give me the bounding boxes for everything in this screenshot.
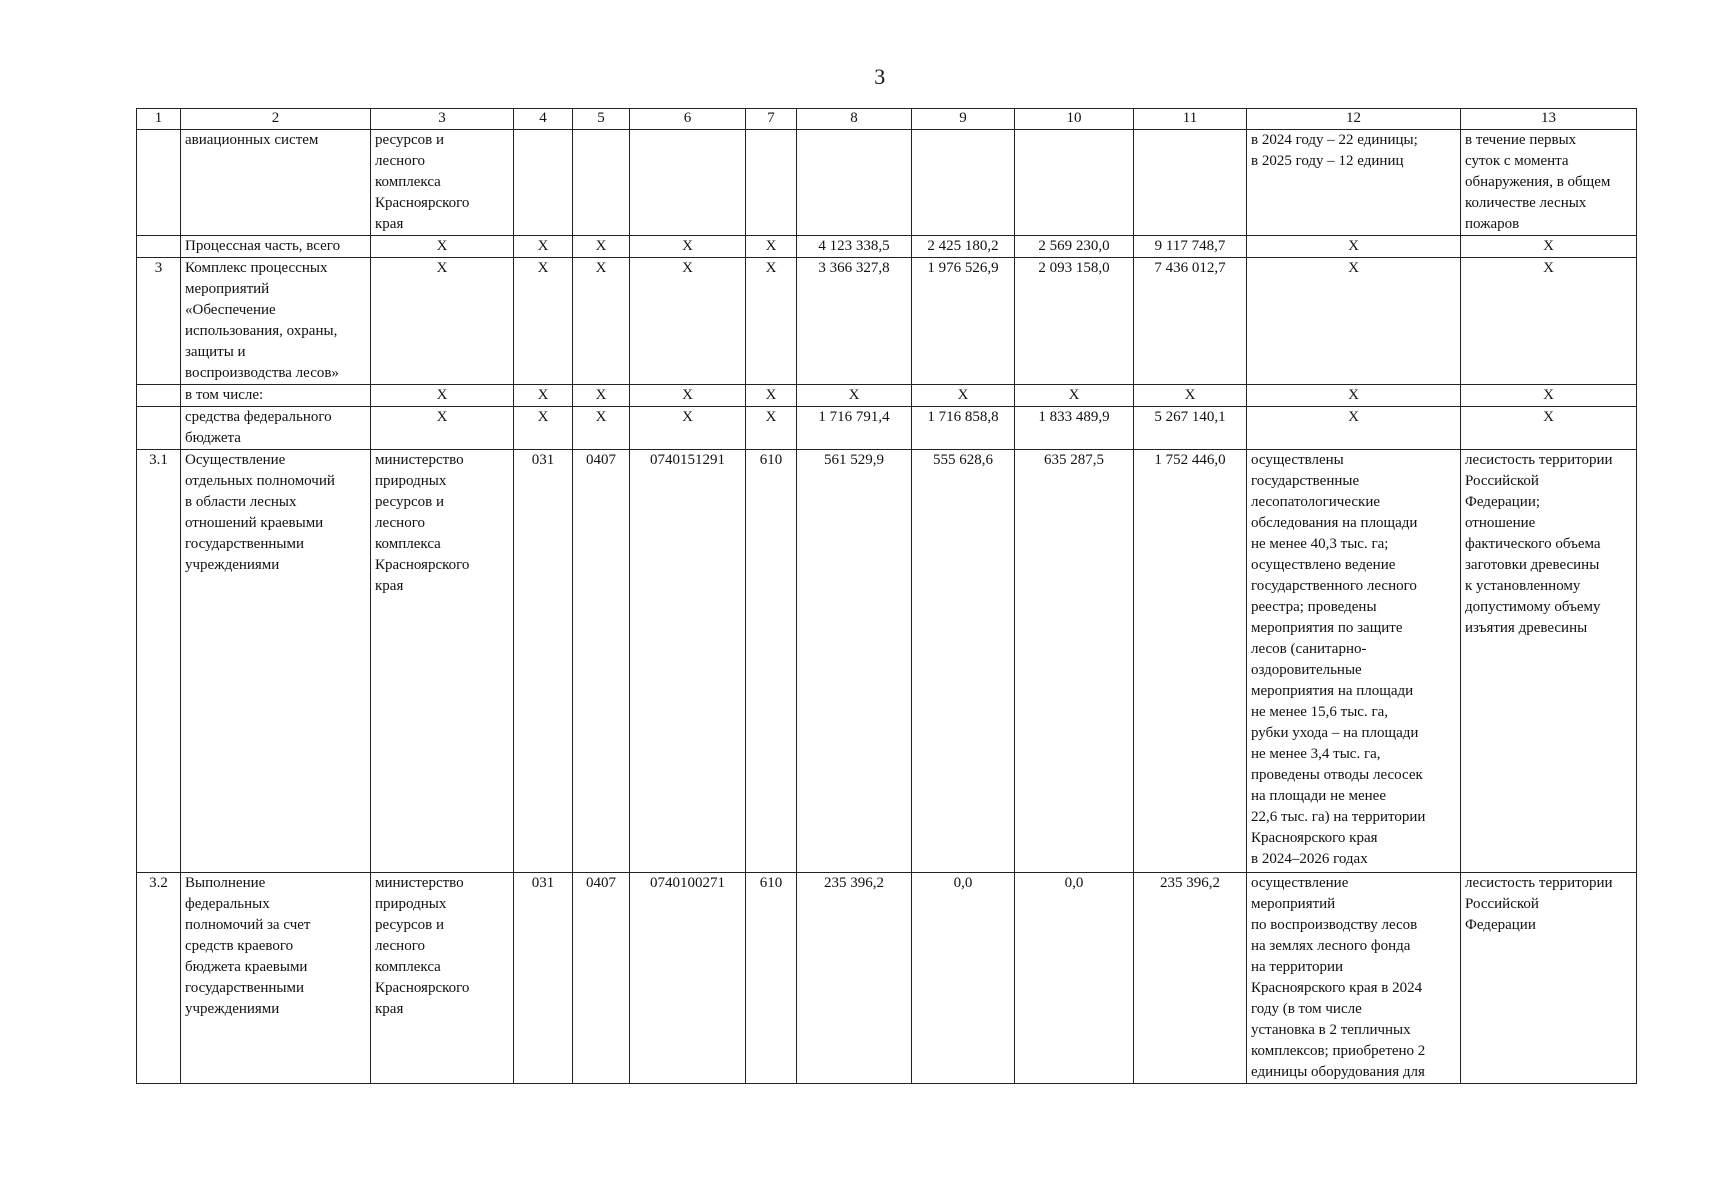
cell-section bbox=[573, 130, 630, 236]
cell-result: в 2024 году – 22 единицы; в 2025 году – 12 единиц bbox=[1247, 130, 1461, 236]
cell-grbs bbox=[514, 130, 573, 236]
cell-result: X bbox=[1247, 407, 1461, 450]
cell-total: 7 436 012,7 bbox=[1134, 258, 1247, 385]
cell-indicator: лесистость территории Российской Федерации; отношение фактического объема заготовки древесины к установленному допустимому объему изъятия древесины bbox=[1461, 450, 1637, 873]
column-header: 6 bbox=[630, 109, 746, 130]
cell-executor: X bbox=[371, 236, 514, 258]
column-header: 8 bbox=[797, 109, 912, 130]
cell-2025 bbox=[912, 130, 1015, 236]
cell-2025: 555 628,6 bbox=[912, 450, 1015, 873]
cell-grbs: 031 bbox=[514, 450, 573, 873]
cell-section: X bbox=[573, 407, 630, 450]
table-row bbox=[137, 407, 1637, 450]
cell-name: в том числе: bbox=[181, 385, 371, 407]
cell-section: X bbox=[573, 385, 630, 407]
column-header: 1 bbox=[137, 109, 181, 130]
cell-name: Выполнение федеральных полномочий за счет средств краевого бюджета краевыми государственными учреждениями bbox=[181, 873, 371, 1084]
cell-target: 0740100271 bbox=[630, 873, 746, 1084]
cell-number bbox=[137, 407, 181, 450]
cell-grbs: X bbox=[514, 407, 573, 450]
cell-2026: 2 093 158,0 bbox=[1015, 258, 1134, 385]
cell-2024: 4 123 338,5 bbox=[797, 236, 912, 258]
cell-expense-type bbox=[746, 130, 797, 236]
table-row bbox=[137, 385, 1637, 407]
cell-2024: 235 396,2 bbox=[797, 873, 912, 1084]
cell-executor: ресурсов и лесного комплекса Красноярского края bbox=[371, 130, 514, 236]
cell-number bbox=[137, 130, 181, 236]
cell-number bbox=[137, 236, 181, 258]
column-header: 7 bbox=[746, 109, 797, 130]
cell-grbs: X bbox=[514, 385, 573, 407]
cell-indicator: X bbox=[1461, 407, 1637, 450]
cell-total: 5 267 140,1 bbox=[1134, 407, 1247, 450]
column-header: 13 bbox=[1461, 109, 1637, 130]
cell-total: 235 396,2 bbox=[1134, 873, 1247, 1084]
page-number: 3 bbox=[874, 64, 886, 89]
table-row bbox=[137, 236, 1637, 258]
cell-indicator: в течение первых суток с момента обнаружения, в общем количестве лесных пожаров bbox=[1461, 130, 1637, 236]
cell-target: X bbox=[630, 385, 746, 407]
table-row bbox=[137, 258, 1637, 385]
table-row bbox=[137, 450, 1637, 873]
cell-indicator: X bbox=[1461, 258, 1637, 385]
cell-grbs: X bbox=[514, 236, 573, 258]
cell-2025: X bbox=[912, 385, 1015, 407]
cell-expense-type: 610 bbox=[746, 450, 797, 873]
cell-2024: X bbox=[797, 385, 912, 407]
column-header: 5 bbox=[573, 109, 630, 130]
cell-number: 3.2 bbox=[137, 873, 181, 1084]
cell-2026: 2 569 230,0 bbox=[1015, 236, 1134, 258]
cell-2024: 3 366 327,8 bbox=[797, 258, 912, 385]
cell-result: осуществление мероприятий по воспроизводству лесов на землях лесного фонда на территории Красноярского края в 2024 году (в том числе установка в 2 тепличных комплексов; приобретено 2 единицы оборудования для bbox=[1247, 873, 1461, 1084]
cell-total bbox=[1134, 130, 1247, 236]
cell-result: осуществлены государственные лесопатологические обследования на площади не менее 40,3 тыс. га; осуществлено ведение государственного лесного реестра; проведены мероприятия по защите лесов (санитарно- оздоровительные мероприятия на площади не менее 15,6 тыс. га, рубки ухода – на площади не менее 3,4 тыс. га, проведены отводы лесосек на площади не менее 22,6 тыс. га) на территории Красноярского края в 2024–2026 годах bbox=[1247, 450, 1461, 873]
column-header: 2 bbox=[181, 109, 371, 130]
cell-section: 0407 bbox=[573, 873, 630, 1084]
cell-expense-type: X bbox=[746, 236, 797, 258]
cell-2025: 1 716 858,8 bbox=[912, 407, 1015, 450]
cell-target: X bbox=[630, 258, 746, 385]
cell-target: 0740151291 bbox=[630, 450, 746, 873]
cell-name: средства федерального бюджета bbox=[181, 407, 371, 450]
column-number-header-row bbox=[137, 109, 1637, 130]
cell-name: Процессная часть, всего bbox=[181, 236, 371, 258]
cell-executor: X bbox=[371, 385, 514, 407]
column-header: 11 bbox=[1134, 109, 1247, 130]
cell-2024: 561 529,9 bbox=[797, 450, 912, 873]
cell-2026: X bbox=[1015, 385, 1134, 407]
data-table bbox=[136, 108, 1637, 1084]
cell-expense-type: X bbox=[746, 385, 797, 407]
cell-result: X bbox=[1247, 258, 1461, 385]
cell-name: Осуществление отдельных полномочий в области лесных отношений краевыми государственными учреждениями bbox=[181, 450, 371, 873]
cell-2026 bbox=[1015, 130, 1134, 236]
cell-total: 9 117 748,7 bbox=[1134, 236, 1247, 258]
cell-number: 3.1 bbox=[137, 450, 181, 873]
table-row bbox=[137, 873, 1637, 1084]
cell-number bbox=[137, 385, 181, 407]
cell-name: авиационных систем bbox=[181, 130, 371, 236]
cell-expense-type: X bbox=[746, 258, 797, 385]
cell-indicator: X bbox=[1461, 236, 1637, 258]
cell-2025: 2 425 180,2 bbox=[912, 236, 1015, 258]
cell-grbs: 031 bbox=[514, 873, 573, 1084]
cell-2025: 1 976 526,9 bbox=[912, 258, 1015, 385]
cell-2024: 1 716 791,4 bbox=[797, 407, 912, 450]
cell-total: X bbox=[1134, 385, 1247, 407]
cell-result: X bbox=[1247, 385, 1461, 407]
cell-section: X bbox=[573, 258, 630, 385]
cell-number: 3 bbox=[137, 258, 181, 385]
cell-2026: 635 287,5 bbox=[1015, 450, 1134, 873]
cell-2026: 0,0 bbox=[1015, 873, 1134, 1084]
table-row bbox=[137, 130, 1637, 236]
cell-target: X bbox=[630, 407, 746, 450]
column-header: 10 bbox=[1015, 109, 1134, 130]
cell-executor: X bbox=[371, 258, 514, 385]
cell-expense-type: X bbox=[746, 407, 797, 450]
cell-2024 bbox=[797, 130, 912, 236]
cell-section: 0407 bbox=[573, 450, 630, 873]
cell-indicator: X bbox=[1461, 385, 1637, 407]
cell-2025: 0,0 bbox=[912, 873, 1015, 1084]
cell-target: X bbox=[630, 236, 746, 258]
column-header: 12 bbox=[1247, 109, 1461, 130]
cell-executor: X bbox=[371, 407, 514, 450]
column-header: 4 bbox=[514, 109, 573, 130]
cell-executor: министерство природных ресурсов и лесного комплекса Красноярского края bbox=[371, 873, 514, 1084]
column-header: 3 bbox=[371, 109, 514, 130]
cell-section: X bbox=[573, 236, 630, 258]
cell-name: Комплекс процессных мероприятий «Обеспечение использования, охраны, защиты и воспроизводства лесов» bbox=[181, 258, 371, 385]
cell-target bbox=[630, 130, 746, 236]
cell-result: X bbox=[1247, 236, 1461, 258]
cell-expense-type: 610 bbox=[746, 873, 797, 1084]
cell-total: 1 752 446,0 bbox=[1134, 450, 1247, 873]
column-header: 9 bbox=[912, 109, 1015, 130]
cell-2026: 1 833 489,9 bbox=[1015, 407, 1134, 450]
cell-executor: министерство природных ресурсов и лесного комплекса Красноярского края bbox=[371, 450, 514, 873]
cell-grbs: X bbox=[514, 258, 573, 385]
cell-indicator: лесистость территории Российской Федерации bbox=[1461, 873, 1637, 1084]
